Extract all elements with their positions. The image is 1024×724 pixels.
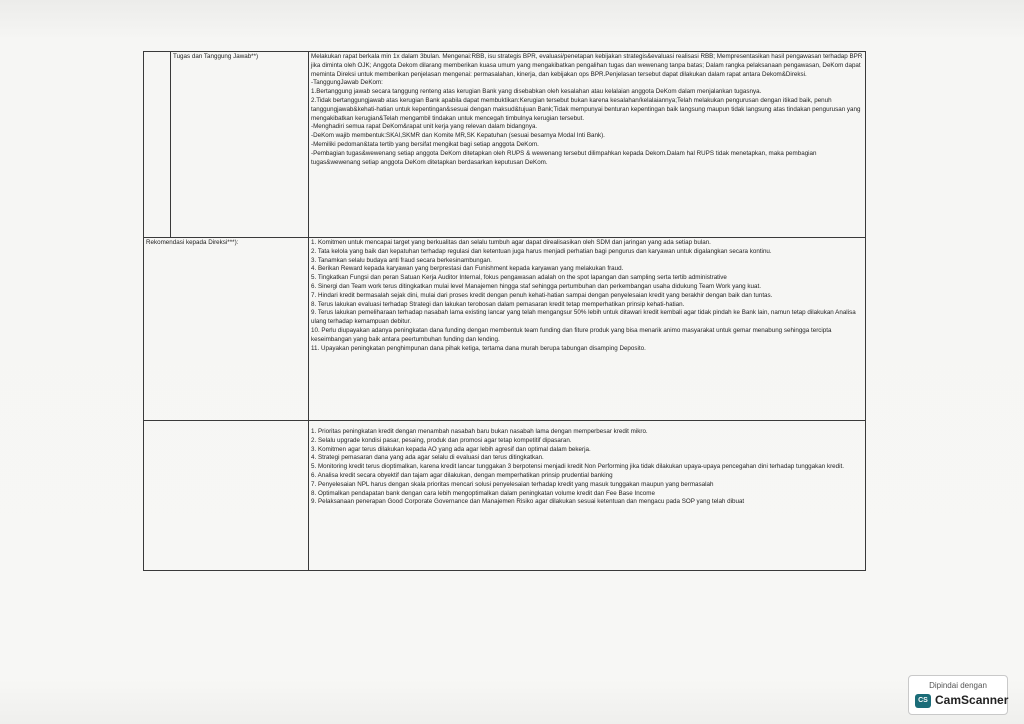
paragraph: 2.Tidak bertanggungjawab atas kerugian Bank apabila dapat membuktikan:Kerugian tersebut bukan karena kesalahan/kelalaiannya;Telah melakukan pengurusan dengan itikad baik, penuh tanggungjawab&kehati-hatian untuk kepentingan&sesuai dengan maksud&tujuan Bank;Tidak mempunyai benturan kepentingan baik langsung maupun tidak langsung atas tindakan pengurusan yang mengakibatkan kerugian&Telah mengambil tindakan untuk mencegah timbulnya kerugian tersebut. [311, 96, 861, 122]
paragraph: -TanggungJawab DeKom: [311, 79, 383, 87]
list-item: 11. Upayakan peningkatan penghimpunan dana pihak ketiga, tertama dana murah berupa tabungan disamping Deposito. [311, 344, 646, 352]
list-item: 5. Tingkatkan Fungsi dan peran Satuan Kerja Auditor Internal, fokus pengawasan adalah on the spot lapangan dan sampling serta tertib administrative [311, 274, 727, 282]
camscanner-logo-icon: CS [915, 694, 931, 708]
list-item: 10. Perlu diupayakan adanya peningkatan dana funding dengan membentuk team funding dan fiture produk yang bisa menarik animo masyarakat untuk gemar menabung sehingga tercipta keseimbangan yang baik antara peertumbuhan funding dan lending. [311, 326, 832, 343]
list-item: 2. Selalu upgrade kondisi pasar, pesaing, produk dan promosi agar tetap kompetitif dipasaran. [311, 436, 572, 444]
row-label [144, 421, 309, 571]
list-item: 4. Strategi pemasaran dana yang ada agar selalu di evaluasi dan terus ditingkatkan. [311, 454, 544, 462]
list-item: 3. Komitmen agar terus dilakukan kepada AO yang ada agar lebih agresif dan optimal dalam bekerja. [311, 445, 591, 453]
list-item: 8. Optimalkan pendapatan bank dengan cara lebih mengoptimalkan dalam peningkatan volume kredit dan Fee Base Income [311, 489, 655, 497]
paragraph: -Pembagian tugas&wewenang setiap anggota DeKom ditetapkan oleh RUPS & wewenang tersebut dilimpahkan kepada Dekom.Dalam hal RUPS tidak menetapkan, maka pembagian tugas&wewenang setiap anggota DeKom ditetapkan berdasarkan keputusan DeKom. [311, 149, 817, 166]
row-content [309, 238, 866, 421]
list-item: 3. Tanamkan selalu budaya anti fraud secara berkesinambungan. [311, 256, 492, 264]
list-item: 6. Analisa kredit secara obyektif dan tajam agar dilakukan, dengan memperhatikan prinsip prudential banking [311, 471, 613, 479]
list-item: 9. Terus lakukan pemeliharaan terhadap nasabah lama existing lancar yang telah mengangsur 50% lebih untuk ditawari kredit kembali agar tidak pindah ke Bank lain, namun tetap dilakukan Analisa ulang terhadap kemampuan debitur. [311, 309, 856, 326]
list-item: 7. Hindari kredit bermasalah sejak dini, mulai dari proses kredit dengan penuh kehati-hatian sampai dengan penyelesaian kredit yang berakhir dengan baik dan tuntas. [311, 291, 773, 299]
list-item: 2. Tata kelola yang baik dan kepatuhan terhadap regulasi dan ketentuan juga harus menjadi perhatian bagi pengurus dan karyawan untuk digalangkan secara kontinu. [311, 247, 772, 255]
paragraph: -DeKom wajib membentuk:SKAI,SKMR dan Komite MR,SK Kepatuhan (sesuai besarnya Modal Inti Bank). [311, 132, 605, 140]
row-marker-cell [144, 52, 171, 238]
table-row [144, 238, 866, 421]
row-label: Tugas dan Tanggung Jawab**) [171, 52, 309, 238]
paragraph: -Memiliki pedoman&tata tertib yang bersifat mengikat bagi setiap anggota DeKom. [311, 140, 539, 148]
watermark-brand: CamScanner [935, 693, 1009, 707]
row-label: Rekomendasi kepada Direksi***): [144, 238, 309, 421]
camscanner-watermark [908, 675, 1008, 715]
table-row [144, 421, 866, 571]
list-item: 8. Terus lakukan evaluasi terhadap Strategi dan lakukan terobosan dalam pemasaran kredit tetap memperhatikan prinsip kehati-hatian. [311, 300, 685, 308]
table-row [144, 52, 866, 238]
list-item: 9. Pelaksanaan penerapan Good Corporate Governance dan Manajemen Risiko agar dilakukan sesuai ketentuan dan mengacu pada SOP yang telah dibuat [311, 498, 745, 506]
list-item: 4. Berikan Reward kepada karyawan yang berprestasi dan Funishment kepada karyawan yang melakukan fraud. [311, 265, 624, 273]
list-item: 5. Monitoring kredit terus dioptimalkan, karena kredit lancar tunggakan 3 berpotensi menjadi kredit Non Performing jika tidak dilakukan upaya-upaya pencegahan dini terhadap tunggakan kredit. [311, 463, 844, 471]
list-item: 6. Sinergi dan Team work terus ditingkatkan mulai level Manajemen hingga staf sehingga pertumbuhan dan perkembangan usaha didukung Team Work yang kuat. [311, 282, 761, 290]
list-item: 7. Penyelesaian NPL harus dengan skala prioritas mencari solusi penyelesaian terhadap kredit yang masuk tunggakan maupun yang bermasalah [311, 480, 714, 488]
list-item: 1. Prioritas peningkatan kredit dengan menambah nasabah baru bukan nasabah lama dengan memperbesar kredit mikro. [311, 428, 648, 435]
paragraph: Melakukan rapat berkala min 1x dalam 3bulan. Mengenai:RBB, isu strategis BPR, evaluasi/penetapan kebijakan strategis&evaluasi realisasi RBB; Mempresentasikan hasil pengawasan terhadap BPR jika diminta oleh OJK; Anggota Dekom dilarang memberikan kuasa umum yang mengakibatkan pengalihan tugas dan wewenang tanpa batas; Dalam rangka pelaksanaan pengawasan, DeKom dapat meminta Direksi untuk memberikan penjelasan mengenai: permasalahan, kinerja, dan kebijakan ops BPR.Penjelasan tersebut dapat dilakukan dalam rapat antara Dekom&Direksi. [311, 53, 863, 78]
row-content [309, 421, 866, 571]
document-table [143, 51, 866, 571]
paragraph: -Menghadiri semua rapat DeKom&rapat unit kerja yang relevan dalam bidangnya. [311, 123, 538, 131]
row-content [309, 52, 866, 238]
list-item: 1. Komitmen untuk mencapai target yang berkualitas dan selalu tumbuh agar dapat direalisasikan oleh SDM dan jaringan yang ada setiap bulan. [311, 239, 711, 246]
watermark-caption: Dipindai dengan [929, 681, 987, 690]
paragraph: 1.Bertanggung jawab secara tanggung renteng atas kerugian Bank yang disebabkan oleh kesalahan atau kelalaian anggota DeKom dalam menjalankan tugasnya. [311, 88, 762, 96]
